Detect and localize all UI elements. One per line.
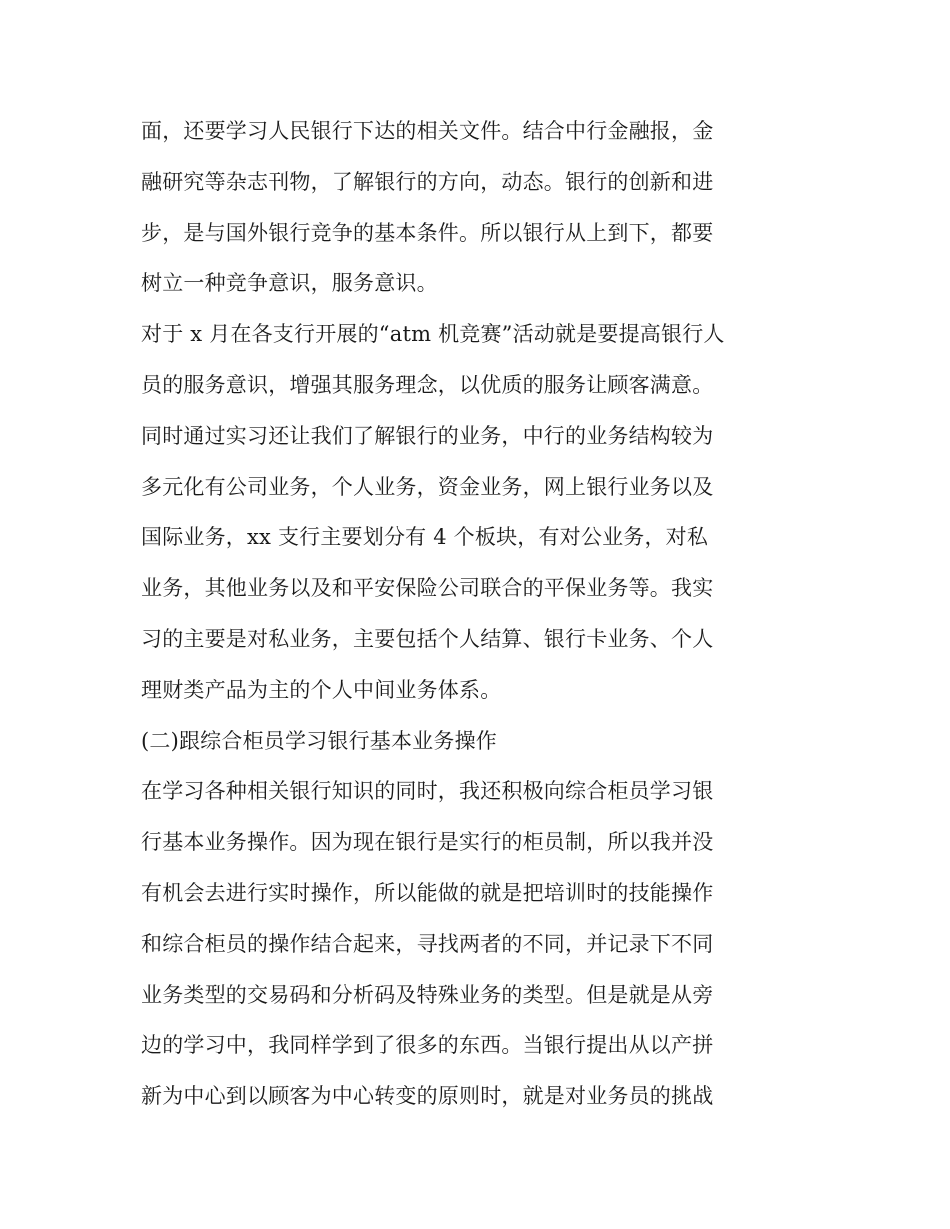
text-line: 国际业务，xx 支行主要划分有 4 个板块，有对公业务，对私 bbox=[141, 525, 709, 550]
text-line: 习的主要是对私业务，主要包括个人结算、银行卡业务、个人 bbox=[141, 626, 714, 651]
section-heading: (二)跟综合柜员学习银行基本业务操作 bbox=[141, 728, 497, 753]
text-line: 树立一种竞争意识，服务意识。 bbox=[141, 271, 438, 296]
text-line: 步，是与国外银行竞争的基本条件。所以银行从上到下，都要 bbox=[141, 220, 714, 245]
text-line: 有机会去进行实时操作，所以能做的就是把培训时的技能操作 bbox=[141, 880, 714, 905]
text-line: 理财类产品为主的个人中间业务体系。 bbox=[141, 677, 502, 702]
text-line: 新为中心到以顾客为中心转变的原则时，就是对业务员的挑战 bbox=[141, 1084, 714, 1109]
text-line: 员的服务意识，增强其服务理念，以优质的服务让顾客满意。 bbox=[141, 372, 714, 397]
document-body bbox=[141, 106, 821, 1122]
text-line: 多元化有公司业务，个人业务，资金业务，网上银行业务以及 bbox=[141, 474, 714, 499]
text-line: 同时通过实习还让我们了解银行的业务，中行的业务结构较为 bbox=[141, 423, 714, 448]
text-line: 融研究等杂志刊物，了解银行的方向，动态。银行的创新和进 bbox=[141, 169, 714, 194]
text-line: 面，还要学习人民银行下达的相关文件。结合中行金融报，金 bbox=[141, 119, 714, 143]
text-line: 对于 x 月在各支行开展的“atm 机竞赛”活动就是要提高银行人 bbox=[141, 322, 725, 347]
text-line: 在学习各种相关银行知识的同时，我还积极向综合柜员学习银 bbox=[141, 779, 714, 804]
text-line: 和综合柜员的操作结合起来，寻找两者的不同，并记录下不同 bbox=[141, 931, 714, 956]
text-line: 边的学习中，我同样学到了很多的东西。当银行提出从以产拼 bbox=[141, 1033, 714, 1058]
text-line: 业务，其他业务以及和平安保险公司联合的平保业务等。我实 bbox=[141, 576, 714, 601]
text-line: 业务类型的交易码和分析码及特殊业务的类型。但是就是从旁 bbox=[141, 982, 714, 1007]
text-line: 行基本业务操作。因为现在银行是实行的柜员制，所以我并没 bbox=[141, 830, 714, 855]
